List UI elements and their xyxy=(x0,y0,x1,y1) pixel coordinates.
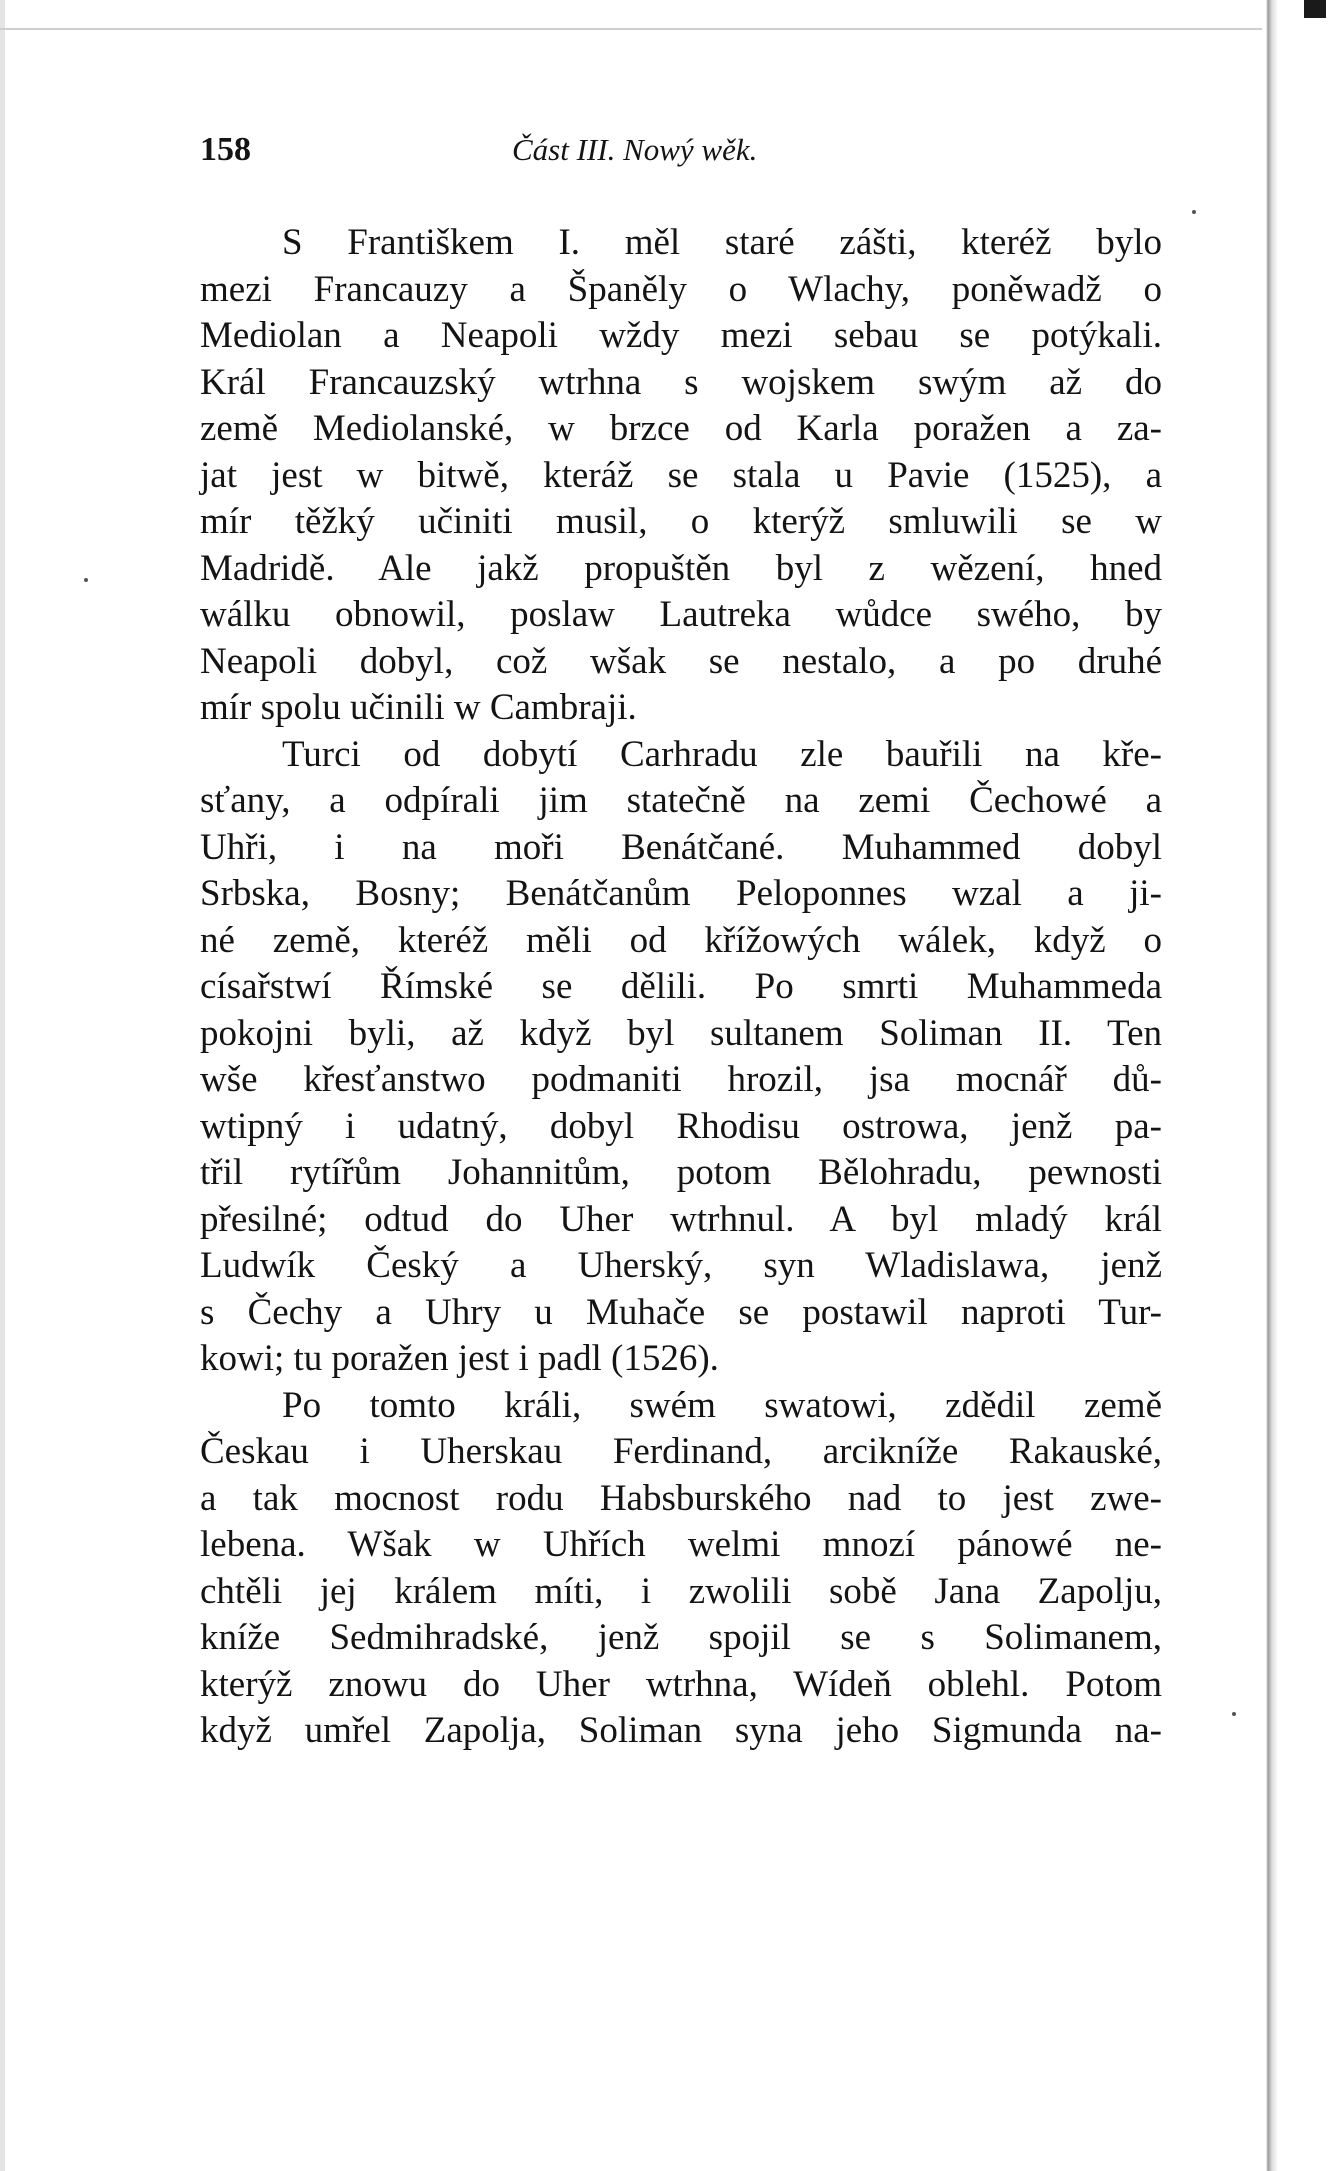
spine-mark xyxy=(1304,0,1326,18)
text-line: S Františkem I. měl staré zášti, kteréž bylo xyxy=(282,222,1162,263)
text-line: wálku obnowil, poslaw Lautreka wůdce swého, by xyxy=(200,594,1162,635)
text-line: mír spolu učinili w Cambraji. xyxy=(200,687,637,728)
text-line: mezi Francauzy a Španěly o Wlachy, poněwadž o xyxy=(200,268,1162,310)
text-line: Madridě. Ale jakž propuštěn byl z wězení, hned xyxy=(200,547,1162,589)
scan-edge-top xyxy=(0,28,1262,30)
text-line: třil rytířům Johannitům, potom Bělohradu, pewnosti xyxy=(200,1152,1162,1193)
text-line: pokojni byli, až když byl sultanem Soliman II. Ten xyxy=(200,1012,1162,1054)
book-spine xyxy=(1262,0,1336,2171)
text-line: když umřel Zapolja, Soliman syna jeho Sigmunda na- xyxy=(200,1710,1162,1751)
text-line: wše křesťanstwo podmaniti hrozil, jsa mocnář dů- xyxy=(200,1059,1162,1100)
text-line: Mediolan a Neapoli wždy mezi sebau se potýkali. xyxy=(200,315,1162,356)
page-number: 158 xyxy=(200,131,251,168)
text-line: Srbska, Bosny; Benátčanům Peloponnes wzal a ji- xyxy=(200,873,1162,914)
text-line: Král Francauzský wtrhna s wojskem swým až do xyxy=(200,361,1162,403)
text-line: Českau i Uherskau Ferdinand, arcikníže Rakauské, xyxy=(200,1431,1162,1472)
text-line: Uhři, i na moři Benátčané. Muhammed dobyl xyxy=(200,826,1162,868)
paragraph-2 xyxy=(200,732,1162,1383)
page-header xyxy=(200,128,1162,172)
text-line: sťany, a odpírali jim statečně na zemi Čechowé a xyxy=(200,780,1162,821)
text-line: přesilné; odtud do Uher wtrhnul. A byl mladý král xyxy=(200,1198,1162,1240)
text-line: země Mediolanské, w brzce od Karla poražen a za- xyxy=(200,408,1162,449)
scan-speck xyxy=(1232,1712,1236,1716)
text-line: jat jest w bitwě, kteráž se stala u Pavie (1525), a xyxy=(200,454,1162,496)
text-line: císařstwí Římské se dělili. Po smrti Muhammeda xyxy=(200,966,1162,1007)
text-line: kníže Sedmihradské, jenž spojil se s Solimanem, xyxy=(200,1617,1162,1658)
text-line: lebena. Wšak w Uhřích welmi mnozí pánowé ne- xyxy=(200,1524,1162,1565)
text-line: Neapoli dobyl, což wšak se nestalo, a po druhé xyxy=(200,640,1162,682)
text-line: a tak mocnost rodu Habsburského nad to jest zwe- xyxy=(200,1477,1162,1519)
scan-edge-left xyxy=(0,0,5,2171)
paragraph-3 xyxy=(200,1383,1162,1755)
book-page xyxy=(200,128,1162,1755)
text-line: kterýž znowu do Uher wtrhna, Wídeň oblehl. Potom xyxy=(200,1663,1162,1705)
text-line: mír těžký učiniti musil, o kterýž smluwili se w xyxy=(200,501,1162,542)
scan-speck xyxy=(84,578,88,582)
text-line: s Čechy a Uhry u Muhače se postawil naproti Tur- xyxy=(200,1291,1162,1333)
text-line: wtipný i udatný, dobyl Rhodisu ostrowa, jenž pa- xyxy=(200,1105,1162,1147)
text-line: kowi; tu poražen jest i padl (1526). xyxy=(200,1338,719,1379)
text-line: Po tomto králi, swém swatowi, zdědil země xyxy=(282,1384,1162,1426)
text-line: né země, kteréž měli od křížowých wálek, když o xyxy=(200,919,1162,961)
text-line: Turci od dobytí Carhradu zle bauřili na kře- xyxy=(282,733,1162,775)
paragraph-1 xyxy=(200,220,1162,732)
scan-speck xyxy=(1192,210,1196,214)
running-title: Část III. Nowý wěk. xyxy=(512,132,758,167)
text-line: chtěli jej králem míti, i zwolili sobě Jana Zapolju, xyxy=(200,1570,1162,1612)
text-line: Ludwík Český a Uherský, syn Wladislawa, jenž xyxy=(200,1245,1162,1286)
page-body xyxy=(200,220,1162,1755)
